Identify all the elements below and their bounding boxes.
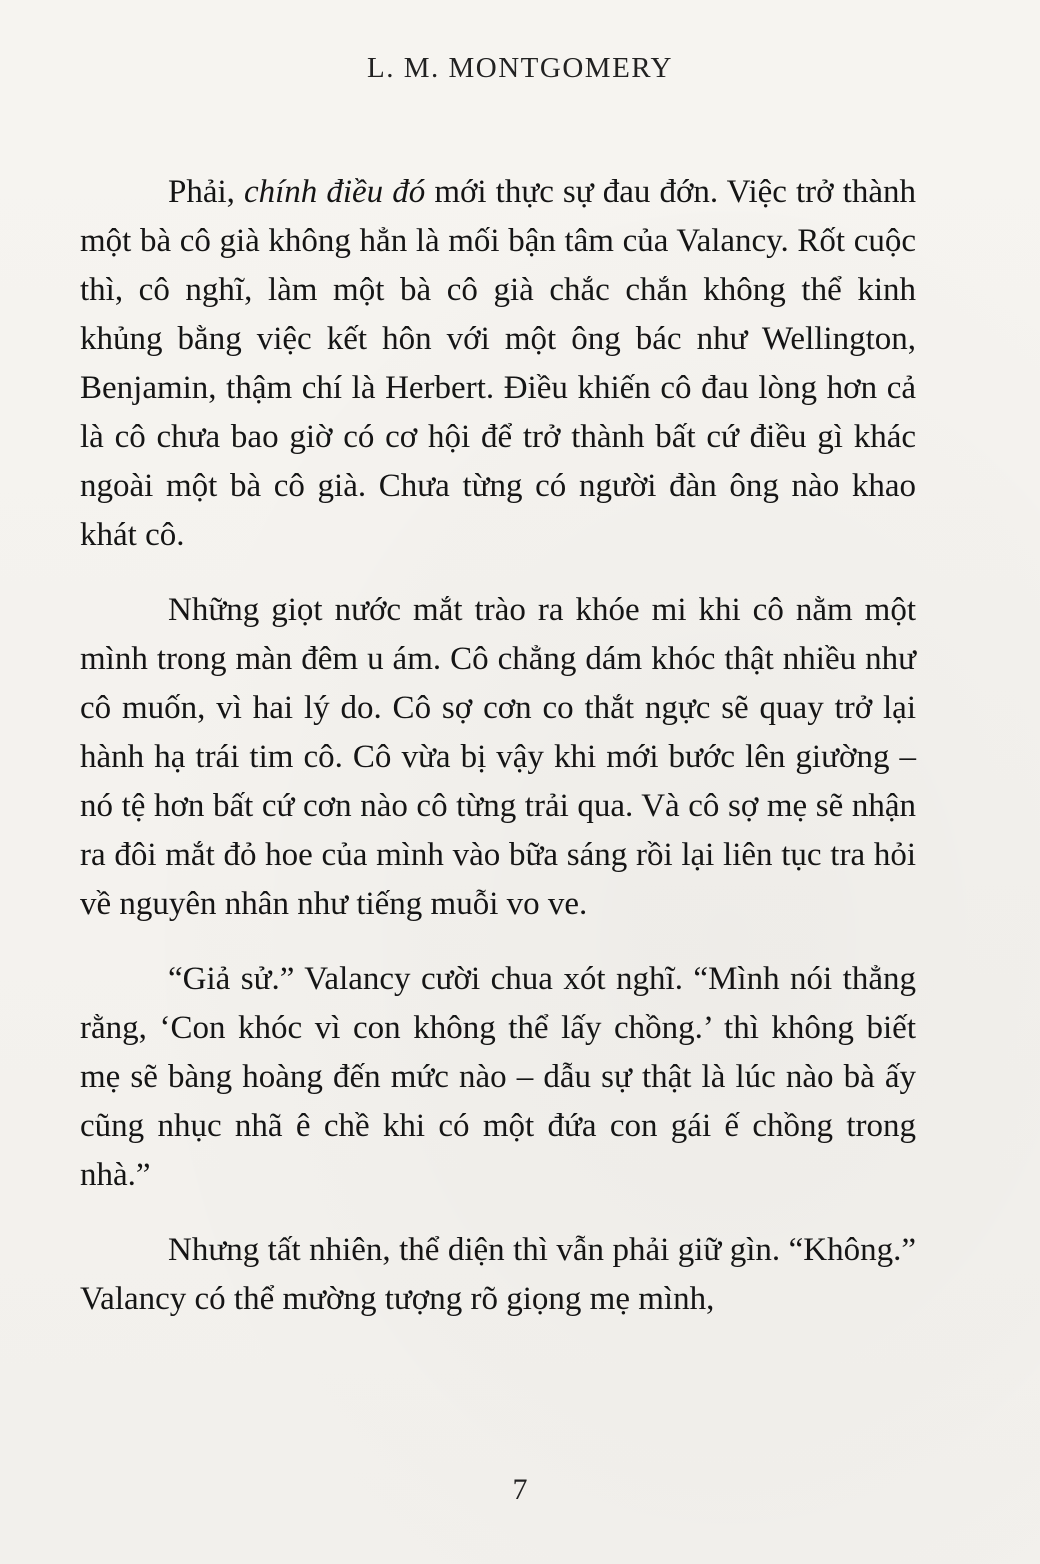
paragraph-4: Nhưng tất nhiên, thể diện thì vẫn phải giữ gìn. “Không.” Valancy có thể mường tượng rõ giọng mẹ mình,	[80, 1232, 916, 1317]
paragraph-2: Những giọt nước mắt trào ra khóe mi khi cô nằm một mình trong màn đêm u ám. Cô chẳng dám khóc thật nhiều như cô muốn, vì hai lý do. Cô sợ cơn co thắt ngực sẽ quay trở lại hành hạ trái tim cô. Cô vừa bị vậy khi mới bước lên giường – nó tệ hơn bất cứ cơn nào cô từng trải qua. Và cô sợ mẹ sẽ nhận ra đôi mắt đỏ hoe của mình vào bữa sáng rồi lại liên tục tra hỏi về nguyên nhân như tiếng muỗi vo ve.	[80, 592, 916, 922]
paragraph-1-start: Phải,	[168, 174, 244, 210]
paragraph-1-rest: mới thực sự đau đớn. Việc trở thành một bà cô già không hẳn là mối bận tâm của Valancy. Rốt cuộc thì, cô nghĩ, làm một bà cô già chắc chắn không thể kinh khủng bằng việc kết hôn với một ông bác như Wellington, Benjamin, thậm chí là Herbert. Điều khiến cô đau lòng hơn cả là cô chưa bao giờ có cơ hội để trở thành bất cứ điều gì khác ngoài một bà cô già. Chưa từng có người đàn ông nào khao khát cô.	[80, 174, 916, 553]
paragraph-1-emphasis: chính điều đó	[243, 174, 426, 210]
paragraph-3: “Giả sử.” Valancy cười chua xót nghĩ. “Mình nói thẳng rằng, ‘Con khóc vì con không thể lấy chồng.’ thì không biết mẹ sẽ bàng hoàng đến mức nào – dẫu sự thật là lúc nào bà ấy cũng nhục nhã ê chề khi có một đứa con gái ế chồng trong nhà.”	[80, 961, 916, 1193]
paragraph-1	[80, 168, 916, 560]
running-header: L. M. MONTGOMERY	[367, 52, 673, 84]
page-number: 7	[512, 1473, 528, 1506]
body-text	[80, 168, 916, 1350]
